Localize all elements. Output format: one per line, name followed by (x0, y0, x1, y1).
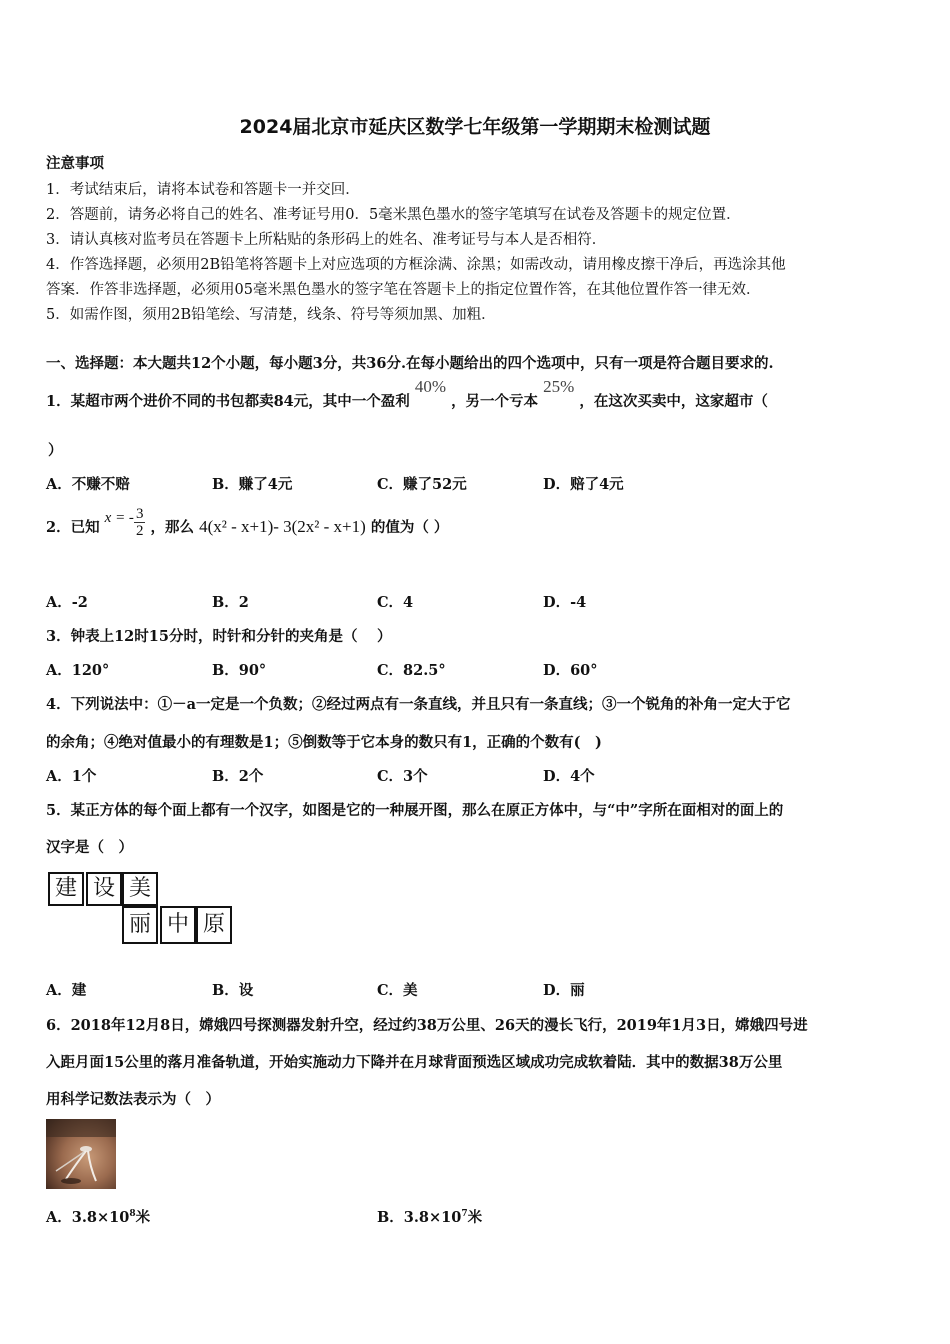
q6-option-a[interactable] (46, 1206, 150, 1227)
q6-option-a-base: A．3.8×10 (46, 1209, 130, 1226)
cube-face-top-2: 设 (86, 872, 122, 906)
q6-option-b-base: B．3.8×10 (377, 1209, 462, 1226)
q1-text-a: 1．某超市两个进价不同的书包都卖84元，其中一个盈利 (46, 393, 410, 410)
question-3: 3．钟表上12时15分时，时针和分针的夹角是（ ） (46, 628, 392, 645)
q2-frac-den: 2 (135, 522, 144, 539)
q4-option-d[interactable]: D．4个 (543, 768, 595, 785)
notice-heading: 注意事项 (46, 155, 104, 172)
cube-face-bottom-1: 丽 (122, 906, 158, 944)
q2-frac-num: 3 (135, 505, 144, 522)
notice-item: 4．作答选择题，必须用2B铅笔将答题卡上对应选项的方框涂满、涂黑；如需改动，请用橡皮擦干净后，再选涂其他 (46, 257, 786, 273)
cube-face-top-3: 美 (122, 872, 158, 906)
q3-option-d[interactable]: D．60° (543, 662, 598, 679)
question-1 (46, 377, 768, 411)
notice-item: 1．考试结束后，请将本试卷和答题卡一并交回． (46, 182, 360, 198)
q2-option-d[interactable]: D．-4 (543, 594, 587, 611)
lander-illustration (46, 1119, 116, 1189)
cube-face-bottom-2: 中 (160, 906, 196, 944)
q2-option-a[interactable]: A．-2 (46, 594, 88, 611)
q6-option-b-unit: 米 (467, 1209, 483, 1226)
question-4-line1: 4．下列说法中：①－a一定是一个负数；②经过两点有一条直线，并且只有一条直线；③一个锐角的补角一定大于它 (46, 696, 791, 713)
notice-item: 答案．作答非选择题，必须用05毫米黑色墨水的签字笔在答题卡上的指定位置作答，在其他位置作答一律无效． (46, 282, 761, 298)
q6-option-a-exponent: 8 (129, 1209, 136, 1220)
q2-option-b[interactable]: B．2 (212, 594, 249, 611)
q5-option-c[interactable]: C．美 (377, 982, 418, 999)
notice-item: 5．如需作图，须用2B铅笔绘、写清楚，线条、符号等须加黑、加粗． (46, 307, 496, 323)
section-heading: 一、选择题：本大题共12个小题，每小题3分，共36分.在每小题给出的四个选项中，只有一项是符合题目要求的. (46, 355, 774, 372)
q1-option-b[interactable]: B．赚了4元 (212, 476, 293, 493)
q5-option-a[interactable]: A．建 (46, 982, 87, 999)
q5-option-d[interactable]: D．丽 (543, 982, 585, 999)
q1-pct-loss: 25% (543, 377, 575, 396)
q1-text-c: ，在这次买卖中，这家超市（ (579, 393, 768, 410)
question-2 (46, 504, 448, 550)
question-6-line1: 6．2018年12月8日，嫦娥四号探测器发射升空，经过约38万公里、26天的漫长飞行，2019年1月3日，嫦娥四号进 (46, 1017, 808, 1034)
q2-option-c[interactable]: C．4 (377, 594, 414, 611)
q4-option-a[interactable]: A．1个 (46, 768, 97, 785)
q3-option-b[interactable]: B．90° (212, 662, 267, 679)
q2-x-eq: x = - (104, 510, 134, 526)
page-title: 2024届北京市延庆区数学七年级第一学期期末检测试题 (239, 116, 711, 138)
question-5-line1: 5．某正方体的每个面上都有一个汉字，如图是它的一种展开图，那么在原正方体中，与“中”字所在面相对的面上的 (46, 802, 784, 819)
q3-option-a[interactable]: A．120° (46, 662, 110, 679)
q2-text-b: ，那么 (150, 519, 194, 536)
question-6-line2: 入距月面15公里的落月准备轨道，开始实施动力下降并在月球背面预选区域成功完成软着陆．其中的数据38万公里 (46, 1054, 783, 1071)
q2-text-c: 的值为（ ） (370, 519, 449, 536)
q2-fraction (134, 506, 146, 539)
q2-text-a: 2．已知 (46, 519, 100, 536)
cube-face-top-1: 建 (48, 872, 84, 906)
q1-option-a[interactable]: A．不赚不赔 (46, 476, 130, 493)
q3-option-c[interactable]: C．82.5° (377, 662, 446, 679)
lunar-lander-photo (46, 1119, 116, 1189)
q4-option-b[interactable]: B．2个 (212, 768, 264, 785)
q5-option-b[interactable]: B．设 (212, 982, 254, 999)
q1-option-d[interactable]: D．赔了4元 (543, 476, 624, 493)
q1-pct-profit: 40% (414, 377, 446, 396)
question-5-line2: 汉字是（ ） (46, 839, 133, 856)
q4-option-c[interactable]: C．3个 (377, 768, 428, 785)
q2-expression: 4(x² - x+1)- 3(2x² - x+1) (199, 517, 366, 536)
q1-close-paren: ） (48, 442, 63, 459)
q1-text-b: ，另一个亏本 (451, 393, 539, 410)
notice-item: 2．答题前，请务必将自己的姓名、准考证号用0．5毫米黑色墨水的签字笔填写在试卷及答题卡的规定位置． (46, 207, 741, 223)
q6-option-b-exponent: 7 (461, 1209, 468, 1220)
notice-item: 3．请认真核对监考员在答题卡上所粘贴的条形码上的姓名、准考证号与本人是否相符． (46, 232, 607, 248)
q6-option-a-unit: 米 (135, 1209, 151, 1226)
question-6-line3: 用科学记数法表示为（ ） (46, 1091, 220, 1108)
cube-face-bottom-3: 原 (196, 906, 232, 944)
q1-option-c[interactable]: C．赚了52元 (377, 476, 467, 493)
question-4-line2: 的余角；④绝对值最小的有理数是1；⑤倒数等于它本身的数只有1，正确的个数有( ) (46, 734, 602, 751)
q6-option-b[interactable] (377, 1206, 482, 1227)
